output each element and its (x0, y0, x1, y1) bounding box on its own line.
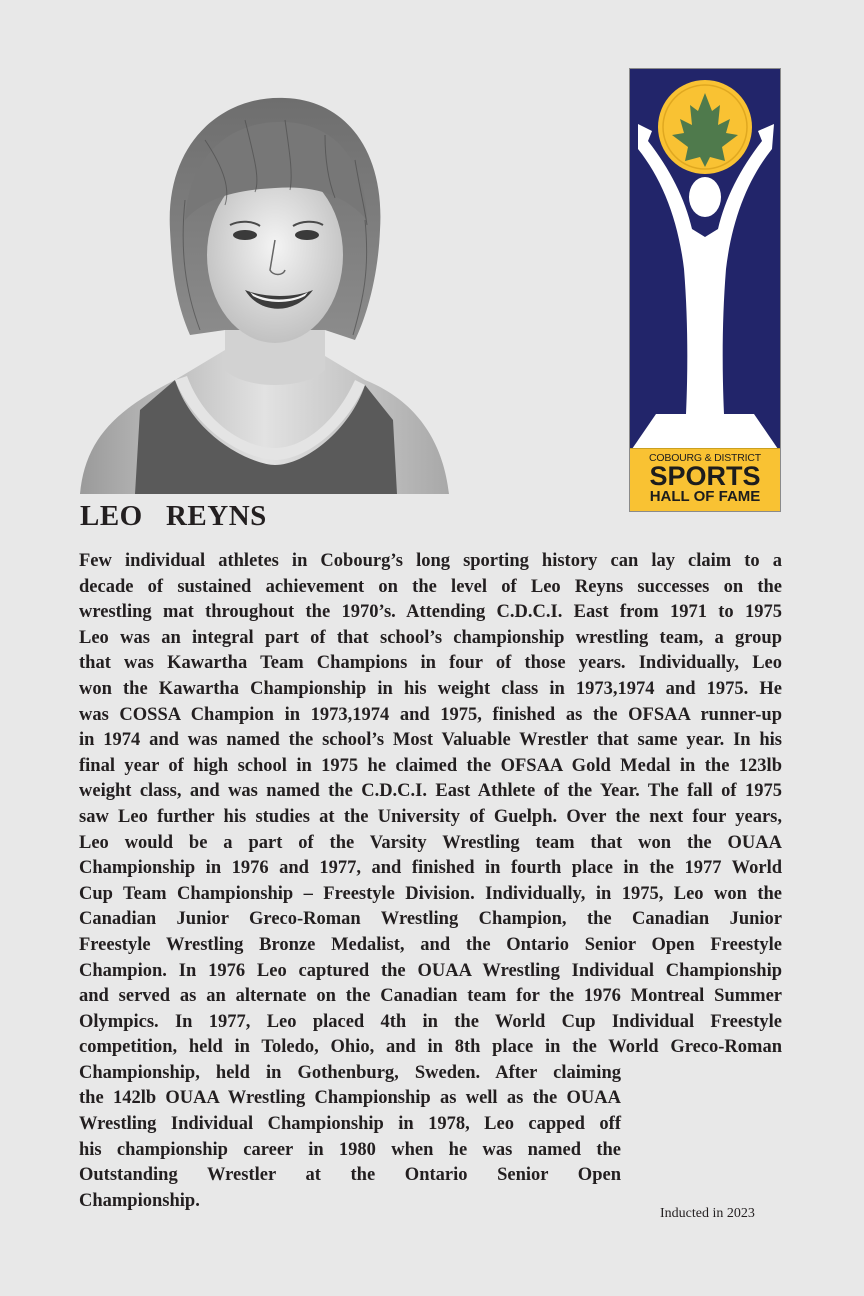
biography (79, 549, 782, 1214)
bio-line: competition, held in Toledo, Ohio, and in 8th place in the World Greco-Roman (79, 1037, 782, 1058)
bio-line: his championship career in 1980 when he was named the (79, 1139, 621, 1160)
bio-line: the 142lb OUAA Wrestling Championship as well as the OUAA (79, 1088, 621, 1109)
logo-line-2: SPORTS (649, 461, 761, 491)
bio-line: and served as an alternate on the Canadian team for the 1976 Montreal Summer (79, 986, 782, 1007)
bio-line: in 1974 and was named the school’s Most Valuable Wrestler that same year. In his (79, 730, 782, 751)
bio-line: Championship in 1976 and 1977, and finished in fourth place in the 1977 World (79, 858, 782, 879)
logo-banner (630, 448, 780, 511)
bio-line: weight class, and was named the C.D.C.I. East Athlete of the Year. The fall of 1975 (79, 781, 782, 802)
bio-line: wrestling mat throughout the 1970’s. Attending C.D.C.I. East from 1971 to 1975 (79, 602, 782, 623)
inductee-name: LEO REYNS (80, 500, 267, 532)
bio-line: Few individual athletes in Cobourg’s long sporting history can lay claim to a (79, 551, 782, 571)
logo-line-3: HALL OF FAME (649, 488, 761, 505)
trophy-figure-icon (630, 69, 780, 449)
logo-line-1: COBOURG & DISTRICT (649, 452, 761, 464)
hall-of-fame-logo (629, 68, 781, 512)
bio-line: decade of sustained achievement on the level of Leo Reyns successes on the (79, 576, 782, 597)
bio-line: Leo was an integral part of that school’s championship wrestling team, a group (79, 627, 782, 648)
portrait-image (75, 80, 451, 494)
bio-line: Wrestling Individual Championship in 1978, Leo capped off (79, 1114, 621, 1135)
inducted-year: Inducted in 2023 (660, 1206, 755, 1221)
bio-line: Champion. In 1976 Leo captured the OUAA Wrestling Individual Championship (79, 960, 782, 981)
bio-line: that was Kawartha Team Champions in four of those years. Individually, Leo (79, 653, 782, 674)
bio-line: Championship. (79, 1190, 200, 1211)
bio-line: Cup Team Championship – Freestyle Division. Individually, in 1975, Leo won the (79, 883, 782, 904)
bio-line: Freestyle Wrestling Bronze Medalist, and the Ontario Senior Open Freestyle (79, 934, 782, 955)
bio-line: Championship, held in Gothenburg, Sweden. After claiming (79, 1062, 621, 1083)
bio-line: was COSSA Champion in 1973,1974 and 1975, finished as the OFSAA runner-up (79, 704, 782, 725)
bio-line: Olympics. In 1977, Leo placed 4th in the World Cup Individual Freestyle (79, 1011, 782, 1032)
bio-line: Leo would be a part of the Varsity Wrestling team that won the OUAA (79, 832, 782, 853)
bio-line: Canadian Junior Greco-Roman Wrestling Champion, the Canadian Junior (79, 909, 782, 930)
bio-line: final year of high school in 1975 he claimed the OFSAA Gold Medal in the 123lb (79, 755, 782, 776)
bio-line: saw Leo further his studies at the University of Guelph. Over the next four years, (79, 806, 782, 827)
bio-line: Outstanding Wrestler at the Ontario Senior Open (79, 1165, 621, 1186)
bio-line: won the Kawartha Championship in his weight class in 1973,1974 and 1975. He (79, 678, 782, 699)
